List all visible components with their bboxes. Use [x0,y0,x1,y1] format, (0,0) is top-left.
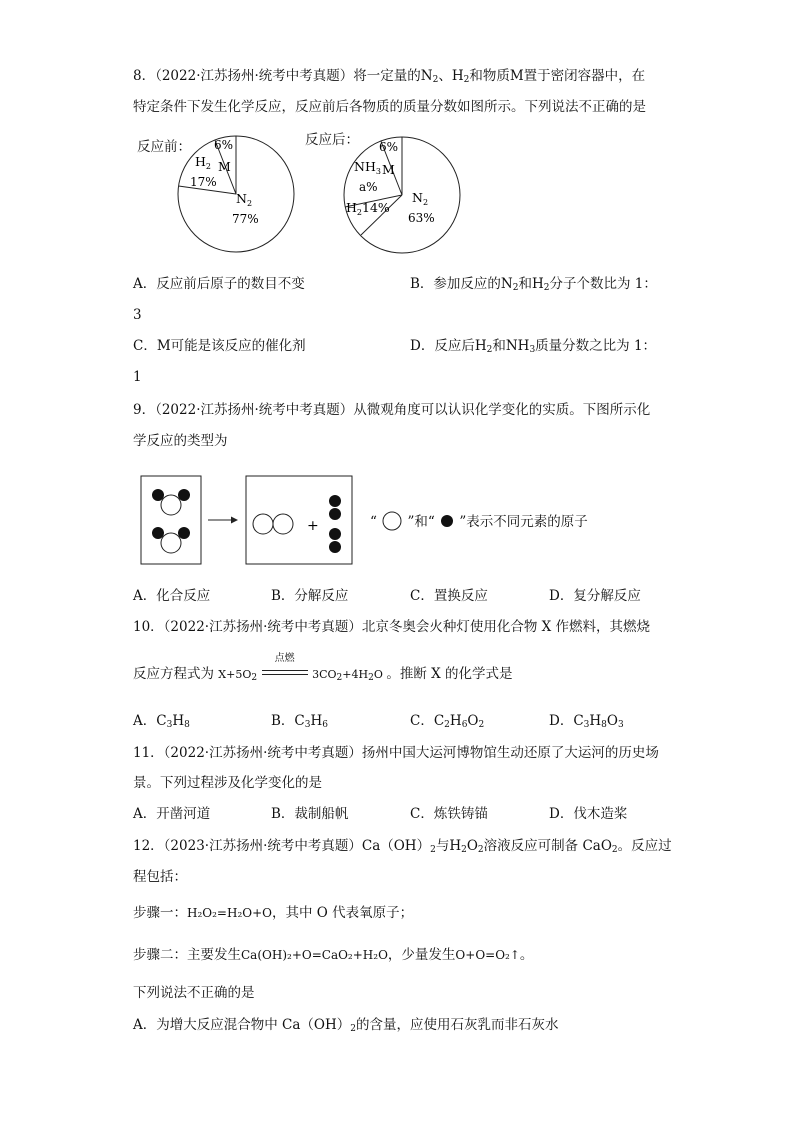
legend-black-atom-icon [439,511,455,531]
q10-equation: $X+5O_2$ 点燃 $3CO_2+4H_2O$ [218,653,383,683]
product-white-atom-2 [273,514,293,534]
pie-before-m-label: M [218,159,231,174]
q8-option-b-wrap: 3 [133,307,142,323]
pie-after-nh3-value: a% [359,180,378,194]
pie-after-nh3-label: $NH_3$ [354,159,381,176]
q12-stem-line2: 程包括： [133,869,187,885]
q12-step-two: 步骤二：主要发生Ca(OH)₂+O=CaO₂+H₂O，少量发生O+O=O₂↑。 [133,947,534,963]
q10-option-c[interactable]: C．$C_2H_6O_2$ [410,713,485,730]
q8-stem-line1: 8．（2022·江苏扬州·统考中考真题）将一定量的$N_2$、$H_2$和物质M置于密闭容器中，在 [133,68,646,85]
q12-stem-line1: 12．（2023·江苏扬州·统考中考真题）$Ca(OH)_2$与$H_2O_2$溶液反应可制备 CaO$_2$。反应过 [133,838,672,855]
equation-double-line [262,670,308,675]
molecule2-black-atom-right [178,527,190,539]
molecule2-black-atom-left [152,527,164,539]
step-one-equation: H₂O₂=H₂O+O [187,906,272,920]
molecule1-black-atom-left [152,489,164,501]
q12-question-line: 下列说法不正确的是 [133,985,255,1001]
molecule2-white-atom [161,533,181,553]
q9-option-c[interactable]: C．置换反应 [410,588,488,604]
q8-option-d[interactable]: D．反应后$H_2$和$NH_3$质量分数之比为 1： [410,338,657,355]
q9-stem-line1: 9．（2022·江苏扬州·统考中考真题）从微观角度可以认识化学变化的实质。下图所示化 [133,402,651,418]
q9-option-a[interactable]: A．化合反应 [133,588,211,604]
pie-after-h2-label: $H_214\%$ [346,200,390,217]
product-black-atom-4 [329,541,341,553]
product-black-atom-2 [329,508,341,520]
q8-stem-line2: 特定条件下发生化学反应，反应前后各物质的质量分数如图所示。下列说法不正确的是 [133,99,646,115]
q9-legend: “ ”和“ ”表示不同元素的原子 [370,511,588,532]
q8-after-label: 反应后： [305,132,359,148]
product-white-atom-1 [253,514,273,534]
reaction-arrow-head [231,517,238,524]
q8-pie-before [172,133,302,255]
q10-stem-line1: 10．（2022·江苏扬州·统考中考真题）北京冬奥会火种灯使用化合物 X 作燃料，其燃烧 [133,619,651,635]
q12-step-one: 步骤一：H₂O₂=H₂O+O，其中 O 代表氧原子； [133,905,414,921]
q10-option-b[interactable]: B．$C_3H_6$ [271,713,328,730]
q8-option-b[interactable]: B．参加反应的$N_2$和$H_2$分子个数比为 1： [410,276,657,293]
q11-option-b[interactable]: B．裁制船帆 [271,806,349,822]
equation-condition: 点燃 [261,665,309,685]
q11-option-c[interactable]: C．炼铁铸锚 [410,806,488,822]
pie-before-m-value: 6% [214,138,234,152]
plus-sign: + [307,518,319,534]
q8-option-c[interactable]: C．M可能是该反应的催化剂 [133,338,306,354]
q9-option-b[interactable]: B．分解反应 [271,588,349,604]
q8-before-label: 反应前： [137,139,191,155]
q8-option-a[interactable]: A．反应前后原子的数目不变 [133,276,305,292]
q8-option-d-wrap: 1 [133,369,142,385]
q10-option-a[interactable]: A．$C_3H_8$ [133,713,190,730]
pie-after-n2-label: $N_2$ [412,190,429,207]
product-black-atom-1 [329,495,341,507]
pie-before-h2-value: 17% [190,175,217,189]
product-black-atom-3 [329,528,341,540]
pie-before-n2-value: 77% [232,212,259,226]
q11-stem-line2: 景。下列过程涉及化学变化的是 [133,775,322,791]
q12-option-a[interactable]: A．为增大反应混合物中 $Ca(OH)_2$的含量，应使用石灰乳而非石灰水 [133,1017,559,1034]
step-two-equation: Ca(OH)₂+O=CaO₂+H₂O [241,948,388,962]
legend-white-atom-icon [381,511,403,531]
q11-option-a[interactable]: A．开凿河道 [133,806,211,822]
q11-stem-line1: 11．（2022·江苏扬州·统考中考真题）扬州中国大运河博物馆生动还原了大运河的历史场 [133,745,659,761]
pie-before-h2-label: $H_2$ [195,154,211,171]
q10-option-d[interactable]: D．$C_3H_8O_3$ [549,713,624,730]
molecule1-black-atom-right [178,489,190,501]
step-two-side-equation: O+O=O₂↑ [455,948,520,962]
pie-after-n2-value: 63% [408,211,435,225]
pie-before-n2-label: $N_2$ [236,191,253,208]
pie-after-m-label: M [382,162,395,177]
q11-option-d[interactable]: D．伐木造桨 [549,806,628,822]
q10-stem-line2: 反应方程式为 $X+5O_2$ 点燃 $3CO_2+4H_2O$ 。推断 X 的化学式是 [133,653,513,683]
molecule1-white-atom [161,495,181,515]
q8-pie-after [340,134,464,256]
q9-option-d[interactable]: D．复分解反应 [549,588,641,604]
pie-after-m-value: 6% [379,140,399,154]
q9-stem-line2: 学反应的类型为 [133,433,228,449]
